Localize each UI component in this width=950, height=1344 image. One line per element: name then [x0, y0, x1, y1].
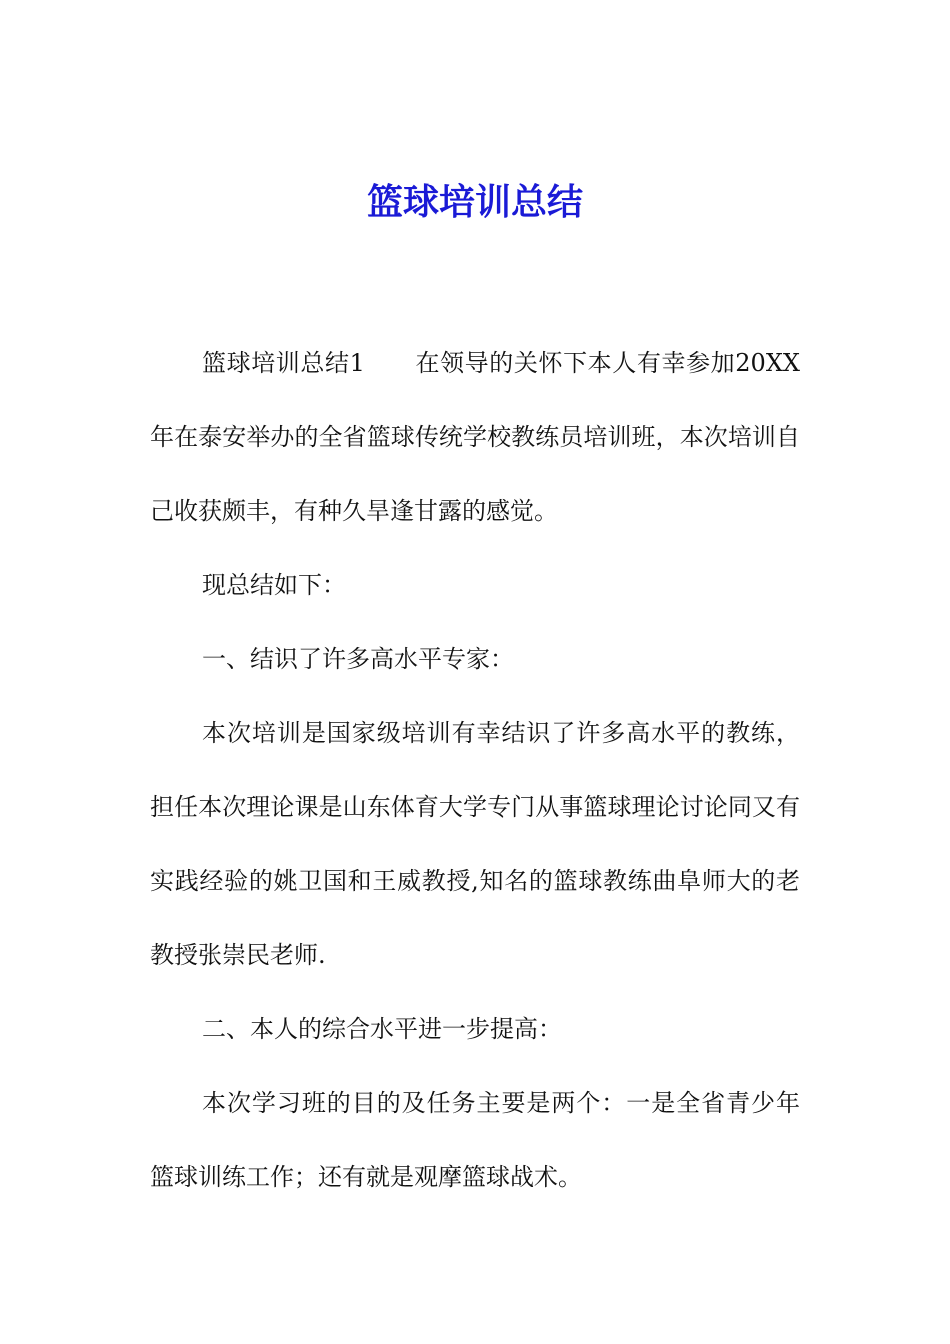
- section-heading: 篮球培训总结1: [202, 349, 365, 377]
- paragraph-3: 一、结识了许多高水平专家：: [202, 645, 514, 673]
- paragraph-1: [150, 326, 800, 548]
- document-title: 篮球培训总结: [366, 181, 583, 223]
- paragraph-5: 二、本人的综合水平进一步提高：: [202, 1015, 562, 1043]
- paragraph-4: 本次培训是国家级培训有幸结识了许多高水平的教练，担任本次理论课是山东体育大学专门从事篮球理论讨论同又有实践经验的姚卫国和王威教授,知名的篮球教练曲阜师大的老教授张崇民老师.: [150, 719, 800, 969]
- document-body: [150, 326, 800, 1214]
- paragraph-1-text: 在领导的关怀下本人有幸参加20XX年在泰安举办的全省篮球传统学校教练员培训班，本次培训自己收获颇丰，有种久旱逢甘露的感觉。: [150, 349, 800, 525]
- paragraph-6: 本次学习班的目的及任务主要是两个：一是全省青少年篮球训练工作；还有就是观摩篮球战术。: [150, 1089, 800, 1191]
- paragraph-2: 现总结如下：: [202, 571, 346, 599]
